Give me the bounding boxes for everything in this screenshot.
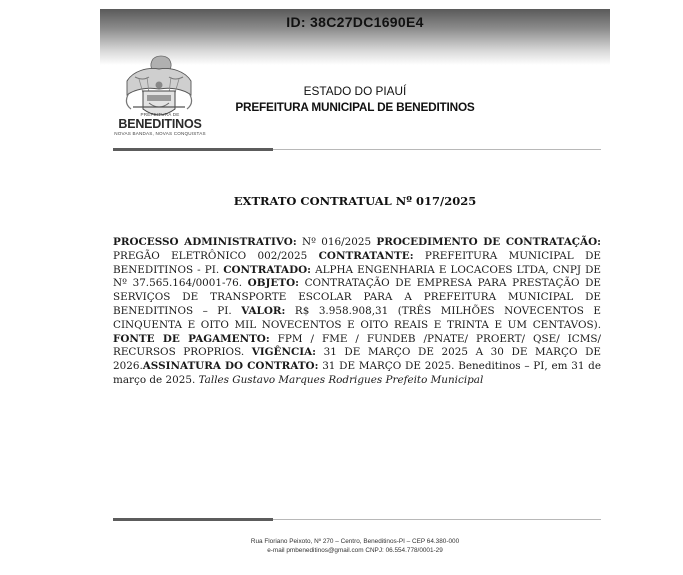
state-name: ESTADO DO PIAUÍ [303, 84, 407, 98]
extract-field-value: CONTRATAÇÃO DE EMPRESA PARA PRESTAÇÃO DE SERVIÇOS DE TRANSPORTE ESCOLAR PARA A PREFEITURA MUNICIPAL DE BENEDITINOS – PI. [113, 277, 601, 317]
signature: Talles Gustavo Marques Rodrigues Prefeito Municipal [198, 373, 484, 386]
logo-name: BENEDITINOS [118, 117, 202, 131]
document-title: EXTRATO CONTRATUAL Nº 017/2025 [233, 194, 477, 208]
header-divider [113, 148, 601, 151]
footer-divider [113, 518, 601, 521]
extract-field-label: CONTRATANTE: [318, 249, 414, 262]
extract-field-value: PREFEITURA MUNICIPAL DE BENEDITINOS - PI. [113, 249, 601, 276]
extract-field-label: FONTE DE PAGAMENTO: [113, 332, 270, 345]
prefecture-name: PREFEITURA MUNICIPAL DE BENEDITINOS [235, 100, 475, 114]
contract-extract-body [113, 236, 601, 388]
logo-top-text: PREFEITURA DE [140, 112, 180, 117]
extract-field-value: Nº 016/2025 [296, 236, 377, 248]
extract-field-label: VIGÊNCIA: [251, 346, 316, 359]
extract-field-label: CONTRATADO: [223, 263, 312, 276]
extract-field-label: VALOR: [241, 304, 286, 317]
extract-field-value: 31 DE MARÇO DE 2025. Beneditinos – PI, em 31 de março de 2025. [113, 360, 601, 386]
extract-field-value: ALPHA ENGENHARIA E LOCACOES LTDA, CNPJ DE Nº 37.565.164/0001-76. [113, 263, 601, 290]
logo-slogan: NOVAS BANDAS, NOVAS CONQUISTAS [114, 131, 206, 136]
extract-field-value: PREGÃO ELETRÔNICO 002/2025 [113, 249, 319, 262]
extract-field-label: ASSINATURA DO CONTRATO: [142, 360, 319, 373]
extract-field-label: PROCEDIMENTO DE CONTRATAÇÃO: [376, 236, 601, 248]
extract-field-value: 31 DE MARÇO DE 2025 A 30 DE MARÇO DE 2026. [113, 346, 601, 373]
footer-address [100, 537, 610, 555]
extract-field-label: OBJETO: [247, 277, 299, 290]
footer-address-line: Rua Floriano Peixoto, Nº 270 – Centro, Beneditinos-PI – CEP 64.380-000 [250, 538, 460, 545]
document-id: ID: 38C27DC1690E4 [286, 14, 424, 30]
extract-field-value: R$ 3.958.908,31 (TRÊS MILHÕES NOVECENTOS E CINQUENTA E OITO MIL NOVECENTOS E OITO REAIS E TRINTA E UM CENTAVOS). [113, 304, 601, 331]
extract-field-label: PROCESSO ADMINISTRATIVO: [113, 236, 297, 248]
logo-wordmark [110, 112, 210, 137]
footer-contact-line: e-mail pmbeneditinos@gmail.com CNPJ: 06.554.778/0001-29 [267, 547, 443, 554]
government-heading [220, 83, 490, 115]
extract-field-value: FPM / FME / FUNDEB /PNATE/ PROERT/ QSE/ ICMS/ RECURSOS PROPRIOS. [113, 332, 601, 359]
